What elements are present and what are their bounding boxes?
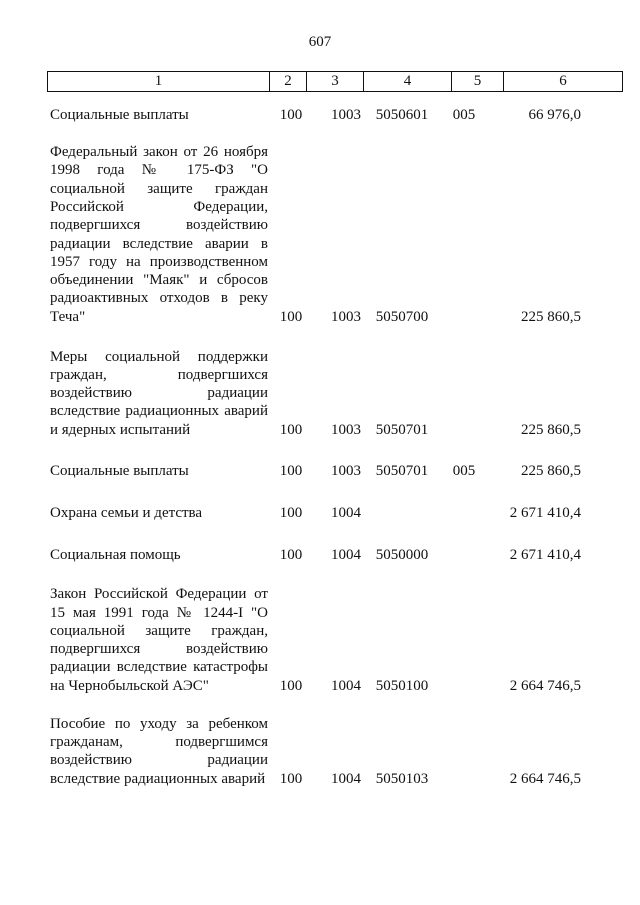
row-description: Пособие по уходу за ребенком гражданам, подвергшимся воздействию радиации вследствие радиационных аварий — [50, 715, 268, 787]
row-description: Закон Российской Федерации от 15 мая 1991 года № 1244-I "О социальной защите граждан, подвергшихся воздействию радиации вследствие катастрофы на Чернобыльской АЭС" — [50, 586, 268, 694]
row-description: Социальные выплаты — [50, 106, 189, 123]
row-description: Социальная помощь — [50, 546, 181, 563]
row-col-2: 100 — [279, 421, 303, 438]
page-number: 607 — [308, 34, 332, 50]
row-col-4: 5050000 — [375, 546, 429, 563]
row-col-2: 100 — [279, 504, 303, 521]
row-col-4: 5050601 — [375, 106, 429, 123]
row-col-4: 5050100 — [375, 677, 429, 694]
row-col-6: 225 860,5 — [521, 421, 581, 438]
column-header-1: 1 — [48, 72, 270, 92]
table-row — [0, 500, 640, 522]
table-row — [0, 587, 640, 695]
column-header-2: 2 — [270, 72, 307, 92]
row-col-4: 5050701 — [375, 462, 429, 479]
column-header-row — [48, 72, 623, 92]
table-row — [0, 345, 640, 439]
column-header-4: 4 — [364, 72, 452, 92]
row-col-3: 1003 — [331, 308, 361, 325]
row-col-2: 100 — [279, 677, 303, 694]
row-col-6: 2 664 746,5 — [509, 677, 581, 694]
row-col-3: 1004 — [331, 770, 361, 787]
row-col-3: 1003 — [331, 462, 361, 479]
row-col-2: 100 — [279, 106, 303, 123]
row-col-2: 100 — [279, 462, 303, 479]
table-row — [0, 458, 640, 480]
row-col-5: 005 — [452, 462, 476, 479]
table-row — [0, 714, 640, 788]
column-header-3: 3 — [307, 72, 364, 92]
row-col-2: 100 — [279, 546, 303, 563]
column-header-table — [47, 71, 623, 92]
table-row — [0, 542, 640, 564]
row-col-6: 2 671 410,4 — [509, 504, 581, 521]
table-row — [0, 144, 640, 326]
row-col-2: 100 — [279, 308, 303, 325]
column-header-5: 5 — [452, 72, 504, 92]
row-col-2: 100 — [279, 770, 303, 787]
row-col-6: 225 860,5 — [521, 308, 581, 325]
row-col-4: 5050103 — [375, 770, 429, 787]
row-col-6: 2 671 410,4 — [509, 546, 581, 563]
table-row — [0, 100, 640, 124]
row-description: Меры социальной поддержки граждан, подвергшихся воздействию радиации вследствие радиационных аварий и ядерных испытаний — [50, 348, 268, 438]
column-header-6: 6 — [504, 72, 623, 92]
row-col-6: 225 860,5 — [521, 462, 581, 479]
row-col-6: 2 664 746,5 — [509, 770, 581, 787]
row-col-3: 1004 — [331, 504, 361, 521]
row-col-3: 1004 — [331, 546, 361, 563]
row-col-3: 1003 — [331, 421, 361, 438]
row-col-3: 1003 — [331, 106, 361, 123]
row-col-6: 66 976,0 — [528, 106, 581, 123]
row-col-4: 5050701 — [375, 421, 429, 438]
row-description: Федеральный закон от 26 ноября 1998 года № 175-ФЗ "О социальной защите граждан Российской Федерации, подвергшихся воздействию радиации вследствие аварии в 1957 году на производственном объединении "Маяк" и сбросов радиоактивных отходов в реку Теча" — [50, 144, 268, 325]
row-col-5: 005 — [452, 106, 476, 123]
row-col-3: 1004 — [331, 677, 361, 694]
row-description: Социальные выплаты — [50, 462, 189, 479]
row-description: Охрана семьи и детства — [50, 504, 203, 521]
row-col-4: 5050700 — [375, 308, 429, 325]
